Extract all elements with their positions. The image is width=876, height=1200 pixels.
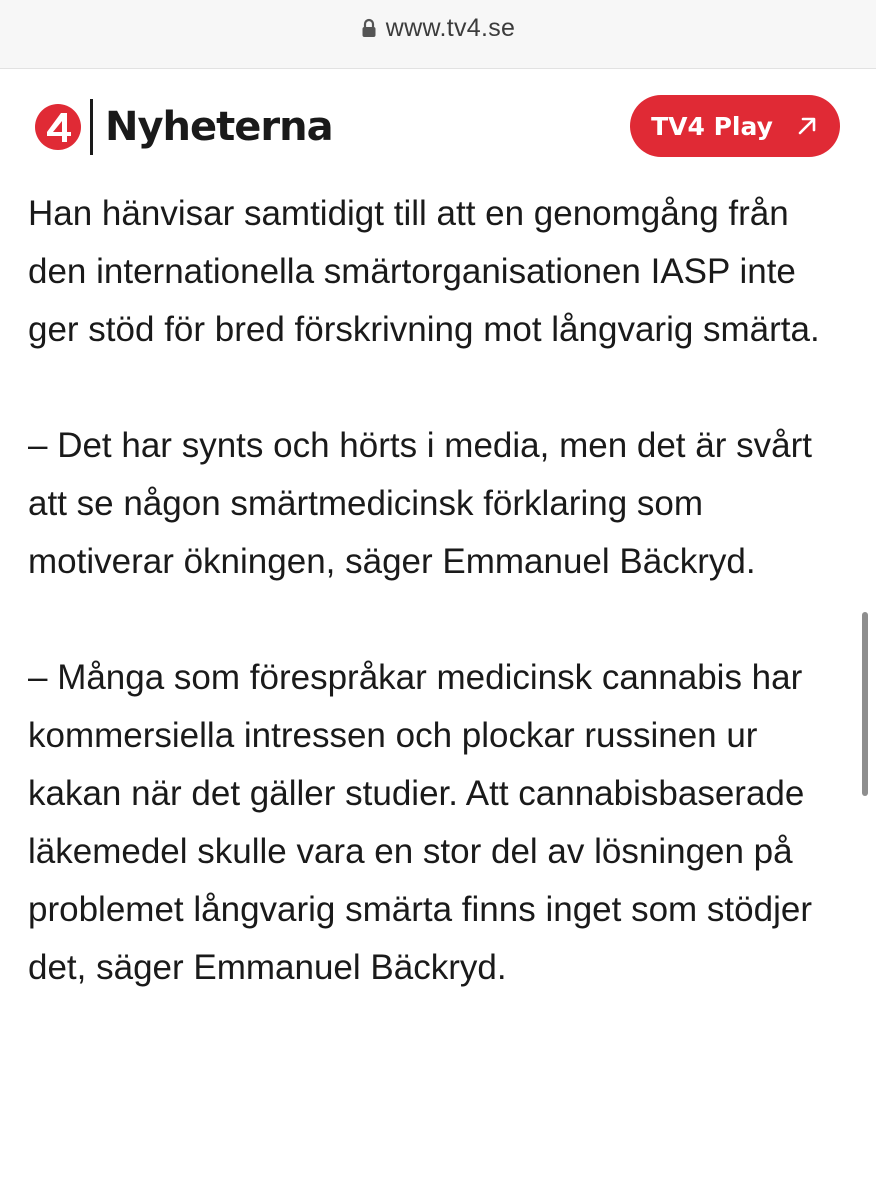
tv4-play-label: TV4 Play [651, 111, 773, 141]
site-logo[interactable] [34, 99, 333, 155]
article-body [28, 185, 848, 1055]
url-display[interactable] [361, 14, 515, 43]
arrow-up-right-icon [795, 114, 819, 138]
tv4-logo-icon [34, 103, 82, 151]
url-text: www.tv4.se [385, 13, 516, 42]
article-paragraph: Han hänvisar samtidigt till att en genomgång från den internationella smärtorganisationen IASP inte ger stöd för bred förskrivning mot långvarig smärta. [28, 194, 820, 349]
site-header [0, 69, 876, 189]
scrollbar[interactable] [862, 612, 868, 796]
lock-icon [361, 18, 377, 38]
browser-address-bar[interactable] [0, 0, 876, 69]
tv4-play-button[interactable] [630, 95, 840, 157]
article-paragraph: – Många som förespråkar medicinsk cannabis har kommersiella intressen och plockar russinen ur kakan när det gäller studier. Att cannabisbaserade läkemedel skulle vara en stor del av lösningen på problemet långvarig smärta finns inget som stödjer det, säger Emmanuel Bäckryd. [28, 658, 812, 987]
logo-divider [90, 99, 93, 155]
logo-text: Nyheterna [105, 104, 333, 150]
article-paragraph: – Det har synts och hörts i media, men det är svårt att se någon smärtmedicinsk förklaring som motiverar ökningen, säger Emmanuel Bäckryd. [28, 426, 812, 581]
